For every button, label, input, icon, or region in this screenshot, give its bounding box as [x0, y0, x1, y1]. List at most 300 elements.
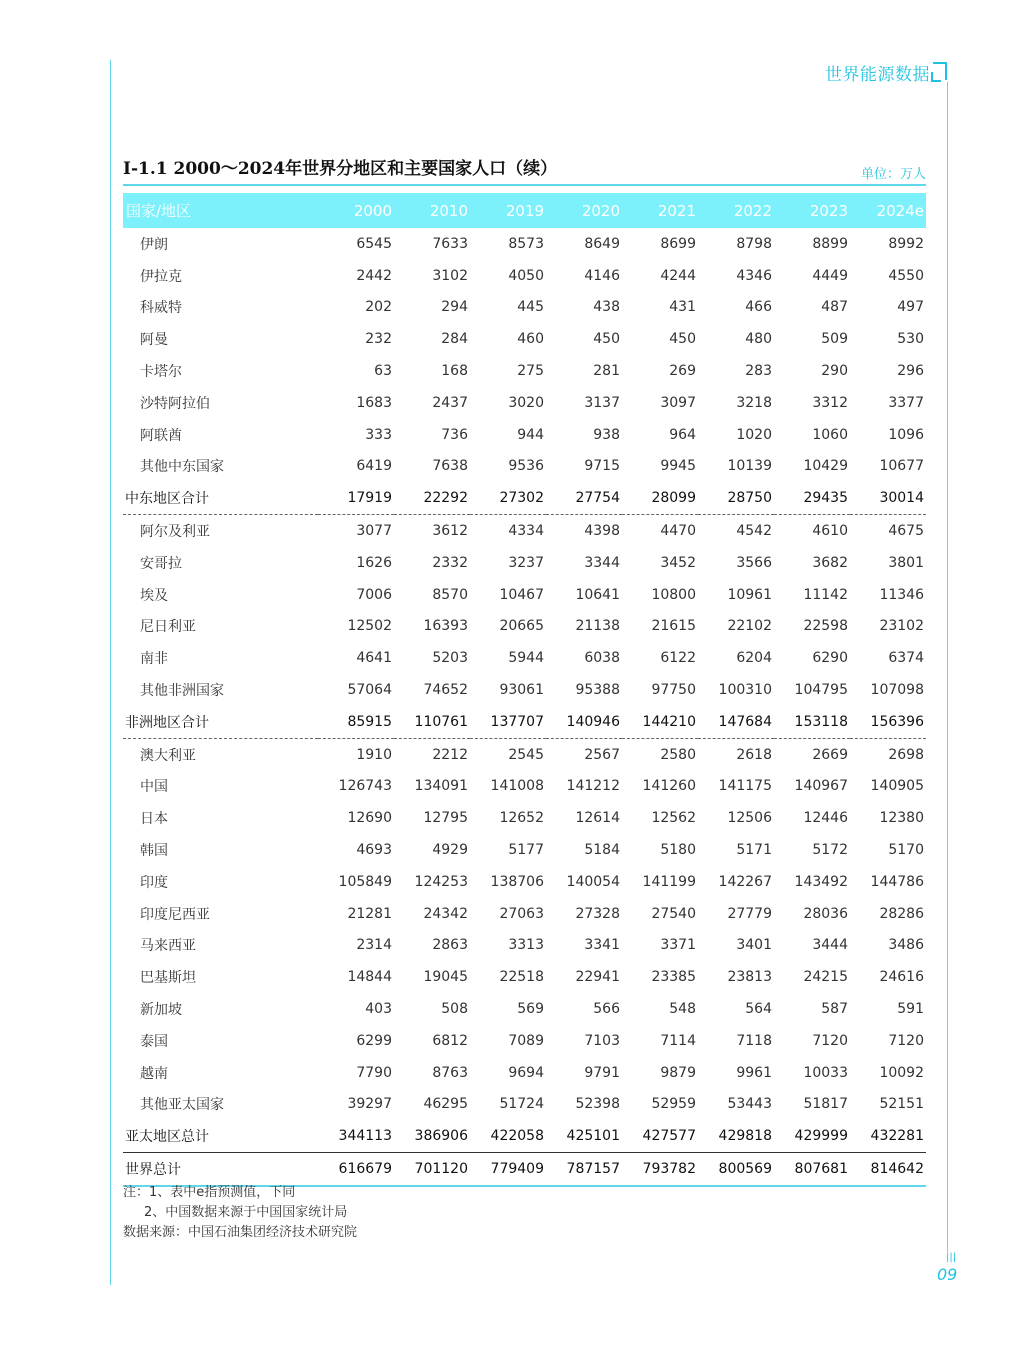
table-cell: 39297	[347, 1096, 392, 1113]
table-cell: 21138	[575, 618, 620, 635]
table-cell: 12690	[347, 810, 392, 827]
table-cell: 20665	[499, 618, 544, 635]
table-cell: 3371	[660, 937, 696, 954]
table-cell: 450	[593, 331, 620, 348]
table-cell: 51724	[499, 1096, 544, 1113]
table-cell: 432281	[870, 1128, 924, 1145]
row-label: 沙特阿拉伯	[140, 395, 210, 412]
table-cell: 344113	[338, 1128, 392, 1145]
table-cell: 7633	[432, 235, 468, 252]
table-cell: 138706	[490, 873, 544, 890]
table-cell: 4610	[812, 523, 848, 540]
table-cell: 4641	[356, 650, 392, 667]
table-row	[123, 771, 926, 803]
table-cell: 800569	[698, 1153, 774, 1186]
table-cell: 938	[593, 426, 620, 443]
table-cell: 142267	[718, 873, 772, 890]
row-label: 阿尔及利亚	[140, 524, 210, 541]
table-cell: 28099	[622, 482, 698, 514]
table-cell: 22518	[499, 969, 544, 986]
table-cell: 7089	[508, 1032, 544, 1049]
table-cell: 4244	[660, 267, 696, 284]
table-cell: 144786	[870, 873, 924, 890]
table-cell: 232	[365, 331, 392, 348]
table-cell: 548	[669, 1001, 696, 1018]
row-label: 世界总计	[123, 1153, 318, 1186]
table-cell: 28036	[803, 905, 848, 922]
table-row	[123, 228, 926, 260]
table-row	[123, 547, 926, 579]
table-cell: 2669	[812, 746, 848, 763]
table-cell: 144210	[622, 706, 698, 738]
table-cell: 487	[821, 299, 848, 316]
table-title: I-1.1 2000～2024年世界分地区和主要国家人口（续）	[123, 159, 558, 179]
table-cell: 3444	[812, 937, 848, 954]
table-cell: 480	[745, 331, 772, 348]
table-cell: 429818	[718, 1128, 772, 1145]
table-cell: 616679	[318, 1153, 394, 1186]
note-2: 2、中国数据来源于中国国家统计局	[144, 1205, 348, 1220]
row-label: 南非	[140, 651, 168, 668]
data-source: 数据来源：中国石油集团经济技术研究院	[123, 1225, 358, 1240]
table-cell: 445	[517, 299, 544, 316]
table-cell: 10641	[575, 586, 620, 603]
table-cell: 450	[669, 331, 696, 348]
table-cell: 4346	[736, 267, 772, 284]
table-cell: 168	[441, 363, 468, 380]
table-cell: 153118	[774, 706, 850, 738]
table-cell: 5172	[812, 842, 848, 859]
table-cell: 27779	[727, 905, 772, 922]
table-cell: 736	[441, 426, 468, 443]
table-cell: 8992	[888, 235, 924, 252]
table-cell: 9791	[584, 1064, 620, 1081]
table-row	[123, 961, 926, 993]
right-margin-rule	[947, 82, 948, 1252]
table-cell: 7114	[660, 1032, 696, 1049]
header-corner-icon	[933, 62, 947, 80]
table-cell: 7638	[432, 458, 468, 475]
table-cell: 141008	[490, 778, 544, 795]
table-cell: 4470	[660, 523, 696, 540]
row-label: 泰国	[140, 1033, 168, 1050]
table-cell: 3102	[432, 267, 468, 284]
table-cell: 16393	[423, 618, 468, 635]
grand-total-row	[123, 1153, 926, 1186]
table-row	[123, 674, 926, 706]
table-cell: 6122	[660, 650, 696, 667]
table-body	[123, 228, 926, 1186]
table-cell: 52398	[575, 1096, 620, 1113]
table-cell: 3801	[888, 554, 924, 571]
table-cell: 51817	[803, 1096, 848, 1113]
table-cell: 5177	[508, 842, 544, 859]
table-cell: 28286	[879, 905, 924, 922]
table-row	[123, 323, 926, 355]
table-cell: 5203	[432, 650, 468, 667]
row-label: 其他亚太国家	[140, 1097, 224, 1114]
table-row	[123, 355, 926, 387]
table-cell: 10429	[803, 458, 848, 475]
row-label: 印度尼西亚	[140, 906, 210, 923]
table-cell: 3218	[736, 394, 772, 411]
table-cell: 140054	[566, 873, 620, 890]
table-cell: 779409	[470, 1153, 546, 1186]
table-cell: 124253	[414, 873, 468, 890]
table-cell: 141175	[718, 778, 772, 795]
table-cell: 7103	[584, 1032, 620, 1049]
table-cell: 5180	[660, 842, 696, 859]
table-row	[123, 993, 926, 1025]
table-cell: 284	[441, 331, 468, 348]
table-cell: 23102	[879, 618, 924, 635]
table-cell: 5171	[736, 842, 772, 859]
table-cell: 140905	[870, 778, 924, 795]
table-cell: 3097	[660, 394, 696, 411]
table-cell: 564	[745, 1001, 772, 1018]
table-cell: 290	[821, 363, 848, 380]
table-cell: 141212	[566, 778, 620, 795]
table-cell: 8699	[660, 235, 696, 252]
table-cell: 104795	[794, 682, 848, 699]
table-cell: 27063	[499, 905, 544, 922]
table-cell: 2332	[432, 554, 468, 571]
table-cell: 21615	[651, 618, 696, 635]
row-label: 伊拉克	[140, 268, 182, 285]
table-cell: 2580	[660, 746, 696, 763]
table-cell: 143492	[794, 873, 848, 890]
table-row	[123, 611, 926, 643]
table-cell: 3682	[812, 554, 848, 571]
table-cell: 2863	[432, 937, 468, 954]
table-cell: 7120	[888, 1032, 924, 1049]
table-cell: 509	[821, 331, 848, 348]
table-row	[123, 866, 926, 898]
footnotes	[123, 1183, 357, 1243]
table-cell: 2442	[356, 267, 392, 284]
column-header-year: 2019	[470, 193, 546, 228]
table-cell: 4693	[356, 842, 392, 859]
row-label: 卡塔尔	[140, 364, 182, 381]
table-row	[123, 260, 926, 292]
table-cell: 74652	[423, 682, 468, 699]
table-cell: 2212	[432, 746, 468, 763]
table-cell: 10800	[651, 586, 696, 603]
table-cell: 27754	[546, 482, 622, 514]
table-cell: 100310	[718, 682, 772, 699]
table-row	[123, 738, 926, 770]
table-cell: 3612	[432, 523, 468, 540]
table-top-rule	[123, 184, 926, 186]
table-cell: 294	[441, 299, 468, 316]
column-header-year: 2010	[394, 193, 470, 228]
table-cell: 333	[365, 426, 392, 443]
table-row	[123, 642, 926, 674]
table-cell: 3566	[736, 554, 772, 571]
table-row	[123, 834, 926, 866]
table-cell: 3020	[508, 394, 544, 411]
table-row	[123, 292, 926, 324]
table-cell: 11142	[803, 586, 848, 603]
note-1: 注：1、表中e指预测值，下同	[123, 1185, 296, 1200]
table-cell: 7120	[812, 1032, 848, 1049]
table-cell: 22941	[575, 969, 620, 986]
column-header-year: 2000	[318, 193, 394, 228]
table-cell: 438	[593, 299, 620, 316]
table-cell: 5944	[508, 650, 544, 667]
table-cell: 4550	[888, 267, 924, 284]
table-cell: 1060	[812, 426, 848, 443]
row-label: 科威特	[140, 300, 182, 317]
row-label: 尼日利亚	[140, 619, 196, 636]
table-cell: 3486	[888, 937, 924, 954]
row-label: 韩国	[140, 843, 168, 860]
table-cell: 497	[897, 299, 924, 316]
table-cell: 10092	[879, 1064, 924, 1081]
table-cell: 12562	[651, 810, 696, 827]
table-cell: 12795	[423, 810, 468, 827]
table-row	[123, 387, 926, 419]
table-row	[123, 419, 926, 451]
table-cell: 9536	[508, 458, 544, 475]
table-cell: 8570	[432, 586, 468, 603]
column-header-year: 2023	[774, 193, 850, 228]
column-header-year: 2024e	[850, 193, 926, 228]
table-cell: 12614	[575, 810, 620, 827]
table-cell: 7006	[356, 586, 392, 603]
table-cell: 10467	[499, 586, 544, 603]
table-cell: 2618	[736, 746, 772, 763]
table-cell: 2698	[888, 746, 924, 763]
row-label: 中国	[140, 779, 168, 796]
table-cell: 8649	[584, 235, 620, 252]
table-row	[123, 451, 926, 483]
table-cell: 3137	[584, 394, 620, 411]
table-cell: 4449	[812, 267, 848, 284]
table-cell: 427577	[642, 1128, 696, 1145]
table-cell: 807681	[774, 1153, 850, 1186]
table-cell: 269	[669, 363, 696, 380]
table-cell: 2314	[356, 937, 392, 954]
table-cell: 6204	[736, 650, 772, 667]
table-cell: 431	[669, 299, 696, 316]
population-table	[123, 193, 926, 1187]
table-cell: 2567	[584, 746, 620, 763]
table-cell: 14844	[347, 969, 392, 986]
table-row	[123, 579, 926, 611]
table-cell: 793782	[622, 1153, 698, 1186]
table-cell: 6290	[812, 650, 848, 667]
row-label: 其他中东国家	[140, 459, 224, 476]
table-cell: 386906	[414, 1128, 468, 1145]
table-row	[123, 515, 926, 547]
table-header-row	[123, 193, 926, 228]
table-cell: 569	[517, 1001, 544, 1018]
table-cell: 22292	[394, 482, 470, 514]
table-cell: 814642	[850, 1153, 926, 1186]
table-cell: 6038	[584, 650, 620, 667]
table-cell: 202	[365, 299, 392, 316]
table-row	[123, 898, 926, 930]
table-cell: 9961	[736, 1064, 772, 1081]
row-label: 日本	[140, 811, 168, 828]
table-cell: 7118	[736, 1032, 772, 1049]
table-cell: 591	[897, 1001, 924, 1018]
table-row	[123, 1089, 926, 1121]
table-cell: 12446	[803, 810, 848, 827]
table-cell: 4334	[508, 523, 544, 540]
table-row	[123, 1025, 926, 1057]
table-cell: 30014	[850, 482, 926, 514]
table-cell: 46295	[423, 1096, 468, 1113]
table-row	[123, 1057, 926, 1089]
row-label: 越南	[140, 1065, 168, 1082]
table-cell: 3344	[584, 554, 620, 571]
table-cell: 9879	[660, 1064, 696, 1081]
subtotal-row	[123, 482, 926, 514]
table-cell: 3341	[584, 937, 620, 954]
table-cell: 12502	[347, 618, 392, 635]
table-cell: 52151	[879, 1096, 924, 1113]
table-cell: 944	[517, 426, 544, 443]
table-cell: 425101	[566, 1128, 620, 1145]
table-cell: 27328	[575, 905, 620, 922]
table-cell: 4542	[736, 523, 772, 540]
table-cell: 2545	[508, 746, 544, 763]
table-cell: 10139	[727, 458, 772, 475]
table-cell: 110761	[394, 706, 470, 738]
table-cell: 1626	[356, 554, 392, 571]
table-cell: 6299	[356, 1032, 392, 1049]
table-cell: 24342	[423, 905, 468, 922]
table-cell: 4398	[584, 523, 620, 540]
row-label: 非洲地区合计	[123, 706, 318, 738]
row-label: 阿联酋	[140, 427, 182, 444]
row-label: 新加坡	[140, 1002, 182, 1019]
table-cell: 12380	[879, 810, 924, 827]
table-cell: 27540	[651, 905, 696, 922]
table-cell: 8763	[432, 1064, 468, 1081]
table-cell: 422058	[490, 1128, 544, 1145]
page-number: 09	[937, 1265, 958, 1284]
table-cell: 22102	[727, 618, 772, 635]
table-cell: 85915	[318, 706, 394, 738]
table-cell: 23813	[727, 969, 772, 986]
table-cell: 587	[821, 1001, 848, 1018]
table-cell: 63	[374, 363, 392, 380]
table-cell: 24215	[803, 969, 848, 986]
table-cell: 566	[593, 1001, 620, 1018]
unit-label: 单位：万人	[860, 167, 926, 182]
table-cell: 964	[669, 426, 696, 443]
row-label: 其他非洲国家	[140, 683, 224, 700]
table-cell: 156396	[850, 706, 926, 738]
table-cell: 126743	[338, 778, 392, 795]
row-label: 安哥拉	[140, 555, 182, 572]
table-cell: 147684	[698, 706, 774, 738]
table-cell: 7790	[356, 1064, 392, 1081]
table-cell: 29435	[774, 482, 850, 514]
table-cell: 53443	[727, 1096, 772, 1113]
table-cell: 403	[365, 1001, 392, 1018]
table-cell: 23385	[651, 969, 696, 986]
table-cell: 1096	[888, 426, 924, 443]
table-cell: 4146	[584, 267, 620, 284]
subtotal-row	[123, 1120, 926, 1152]
table-cell: 530	[897, 331, 924, 348]
row-label: 亚太地区总计	[125, 1129, 209, 1146]
table-cell: 141199	[642, 873, 696, 890]
table-cell: 21281	[347, 905, 392, 922]
row-label: 印度	[140, 874, 168, 891]
table-cell: 8899	[812, 235, 848, 252]
table-cell: 1683	[356, 394, 392, 411]
table-cell: 12652	[499, 810, 544, 827]
table-row	[123, 802, 926, 834]
table-cell: 429999	[794, 1128, 848, 1145]
table-cell: 11346	[879, 586, 924, 603]
table-cell: 466	[745, 299, 772, 316]
row-label: 巴基斯坦	[140, 970, 196, 987]
table-cell: 6374	[888, 650, 924, 667]
table-cell: 93061	[499, 682, 544, 699]
table-cell: 9945	[660, 458, 696, 475]
table-cell: 9715	[584, 458, 620, 475]
column-header-year: 2022	[698, 193, 774, 228]
table-cell: 3077	[356, 523, 392, 540]
table-cell: 28750	[698, 482, 774, 514]
table-cell: 281	[593, 363, 620, 380]
subtotal-row	[123, 706, 926, 738]
table-cell: 134091	[414, 778, 468, 795]
table-cell: 24616	[879, 969, 924, 986]
table-cell: 460	[517, 331, 544, 348]
row-label: 马来西亚	[140, 938, 196, 955]
table-cell: 140967	[794, 778, 848, 795]
row-label: 阿曼	[140, 332, 168, 349]
table-cell: 508	[441, 1001, 468, 1018]
table-cell: 95388	[575, 682, 620, 699]
table-cell: 4050	[508, 267, 544, 284]
table-cell: 17919	[318, 482, 394, 514]
table-cell: 141260	[642, 778, 696, 795]
column-header-year: 2021	[622, 193, 698, 228]
table-cell: 2437	[432, 394, 468, 411]
table-cell: 137707	[470, 706, 546, 738]
table-cell: 275	[517, 363, 544, 380]
table-cell: 1910	[356, 746, 392, 763]
running-header: 世界能源数据	[825, 65, 930, 85]
table-cell: 3312	[812, 394, 848, 411]
table-cell: 22598	[803, 618, 848, 635]
row-label: 埃及	[140, 587, 168, 604]
table-cell: 5184	[584, 842, 620, 859]
table-cell: 3313	[508, 937, 544, 954]
page-marker-icon: |||	[946, 1252, 957, 1263]
table-cell: 3401	[736, 937, 772, 954]
table-cell: 4929	[432, 842, 468, 859]
table-row	[123, 930, 926, 962]
table-cell: 3377	[888, 394, 924, 411]
table-cell: 3452	[660, 554, 696, 571]
table-cell: 6812	[432, 1032, 468, 1049]
table-cell: 3237	[508, 554, 544, 571]
table-cell: 107098	[870, 682, 924, 699]
table-cell: 5170	[888, 842, 924, 859]
row-label: 澳大利亚	[140, 747, 196, 764]
table-cell: 283	[745, 363, 772, 380]
table-cell: 296	[897, 363, 924, 380]
